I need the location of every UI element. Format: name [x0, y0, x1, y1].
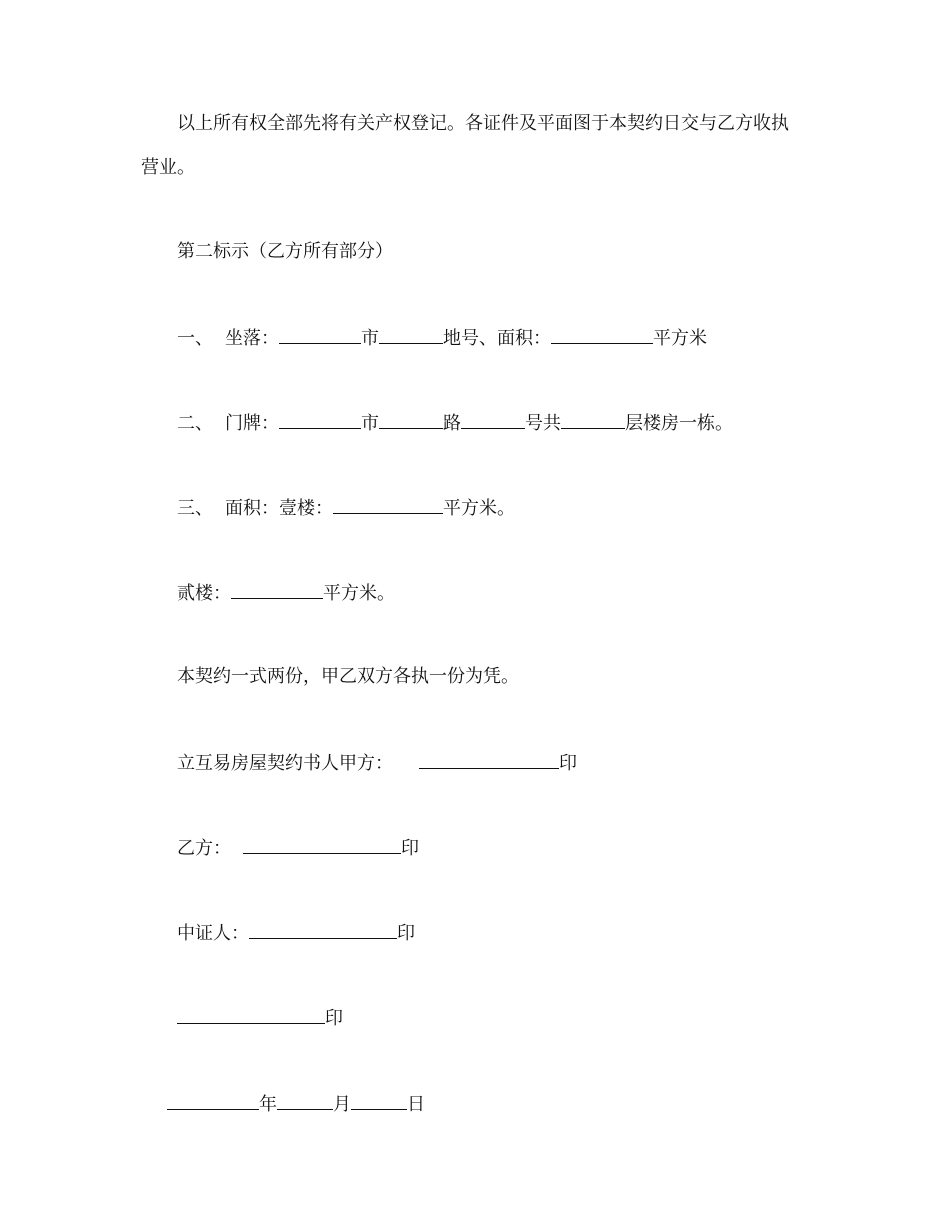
item-text: 市: [361, 328, 379, 349]
item-area: [177, 495, 515, 521]
paragraph-line-2: [141, 156, 195, 180]
party-b-signature: [177, 835, 419, 861]
item-text: 平方米。: [443, 498, 515, 519]
first-floor-area-blank[interactable]: [333, 495, 443, 514]
item-text: 号共: [525, 413, 561, 434]
item-number: 三、: [177, 498, 213, 519]
second-floor-area: [177, 580, 395, 606]
item-text: 市: [361, 413, 379, 434]
item-house-number: [177, 410, 733, 436]
item-text: 平方米。: [323, 583, 395, 604]
day-label: 日: [407, 1094, 425, 1115]
party-b-signature-blank[interactable]: [243, 835, 401, 854]
paragraph-text: 以上所有权全部先将有关产权登记。各证件及平面图于本契约日交与乙方收执: [177, 113, 789, 134]
section-heading: [177, 240, 393, 264]
item-text: 地号、面积：: [443, 328, 551, 349]
month-blank[interactable]: [277, 1091, 333, 1110]
party-b-label: 乙方：: [177, 838, 231, 859]
copies-statement: [177, 665, 519, 689]
date-line: [167, 1091, 425, 1117]
item-text: 路: [443, 413, 461, 434]
paragraph-text: 营业。: [141, 157, 195, 178]
day-blank[interactable]: [351, 1091, 407, 1110]
item-number: 二、: [177, 413, 213, 434]
item-label: 坐落：: [225, 328, 279, 349]
party-a-signature-blank[interactable]: [419, 750, 559, 769]
witness-label: 中证人：: [177, 923, 249, 944]
additional-signature-blank[interactable]: [177, 1005, 325, 1024]
item-text: 层楼房一栋。: [625, 413, 733, 434]
item-label: 门牌：: [225, 413, 279, 434]
city-blank[interactable]: [279, 410, 361, 429]
seal-mark: 印: [401, 838, 419, 859]
section-heading-text: 第二标示（乙方所有部分）: [177, 241, 393, 262]
second-floor-area-blank[interactable]: [231, 580, 323, 599]
item-text: 平方米: [653, 328, 707, 349]
area-blank[interactable]: [551, 325, 653, 344]
witness-signature: [177, 920, 415, 946]
paragraph-line-1: [177, 112, 789, 136]
city-blank[interactable]: [279, 325, 361, 344]
seal-mark: 印: [559, 753, 577, 774]
statement-text: 本契约一式两份，甲乙双方各执一份为凭。: [177, 666, 519, 687]
lot-number-blank[interactable]: [379, 325, 443, 344]
item-number: 一、: [177, 328, 213, 349]
month-label: 月: [333, 1094, 351, 1115]
item-label: 贰楼：: [177, 583, 231, 604]
item-location: [177, 325, 707, 351]
seal-mark: 印: [325, 1008, 343, 1029]
floors-blank[interactable]: [561, 410, 625, 429]
road-blank[interactable]: [379, 410, 443, 429]
year-blank[interactable]: [167, 1091, 259, 1110]
year-label: 年: [259, 1094, 277, 1115]
witness-signature-blank[interactable]: [249, 920, 397, 939]
item-label: 面积：壹楼：: [225, 498, 333, 519]
party-a-signature: [177, 750, 577, 776]
number-blank[interactable]: [461, 410, 525, 429]
seal-mark: 印: [397, 923, 415, 944]
party-a-label: 立互易房屋契约书人甲方：: [177, 753, 393, 774]
additional-signature: [177, 1005, 343, 1031]
